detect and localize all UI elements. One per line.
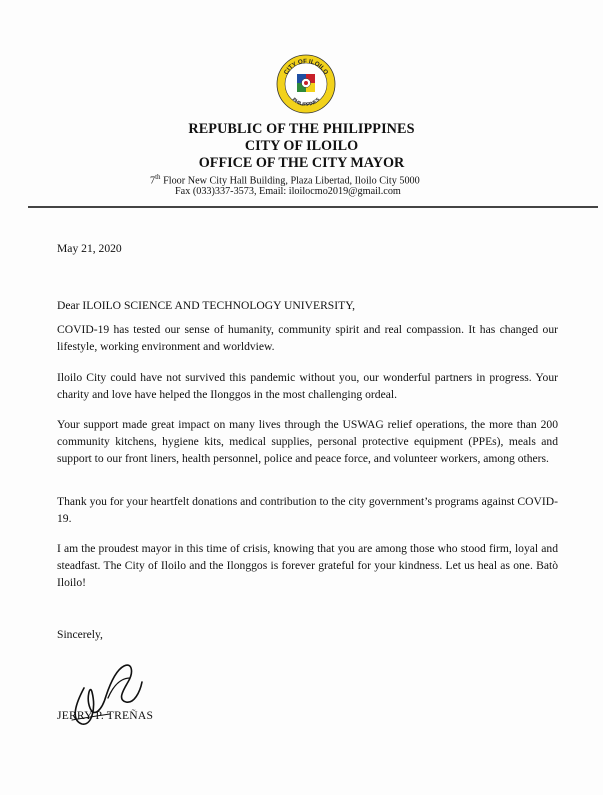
header-office: OFFICE OF THE CITY MAYOR (198, 155, 405, 171)
address-floor-suffix: th (155, 173, 161, 181)
letter-paragraph: Your support made great impact on many lives through the USWAG relief operations, the more than 200 community kitchens, hygiene kits, medical supplies, personal protective equipment (PPEs), meals and support to our front liners, health personnel, police and peace force, and volunteer workers, among others. (57, 418, 558, 465)
header-city: CITY OF ILOILO (244, 138, 359, 154)
seal-bottom-text: PHILIPPINES (290, 96, 322, 109)
letter-paragraph: I am the proudest mayor in this time of crisis, knowing that you are among those who stood firm, loyal and steadfast. The City of Iloilo and the Ilonggos is forever grateful for your kindness. Let us heal as one. Batò Iloilo! (57, 542, 558, 589)
letter-salutation: Dear ILOILO SCIENCE AND TECHNOLOGY UNIVERSITY, (57, 299, 355, 312)
city-seal-icon (276, 54, 336, 114)
signatory-name: JERRY P. TREÑAS (57, 709, 154, 722)
letter-paragraph: COVID-19 has tested our sense of humanity, community spirit and real compassion. It has changed our lifestyle, working environment and worldview. (57, 323, 558, 353)
letter-paragraph: Thank you for your heartfelt donations and contribution to the city government’s programs against COVID-19. (57, 495, 558, 525)
letter-paragraph: Iloilo City could have not survived this pandemic without you, our wonderful partners in progress. Your charity and love have helped the Ilonggos in the most challenging ordeal. (57, 371, 558, 401)
letter-closing: Sincerely, (57, 628, 103, 641)
header-divider (28, 206, 598, 208)
header-republic: REPUBLIC OF THE PHILIPPINES (188, 121, 415, 137)
address-floor: 7 (150, 175, 156, 187)
header-contact: Fax (033)337-3573, Email: iloilocmo2019@gmail.com (175, 186, 401, 197)
letter-date: May 21, 2020 (57, 242, 122, 255)
seal-top-text: CITY OF ILOILO (282, 57, 330, 76)
address-rest: Floor New City Hall Building, Plaza Libertad, Iloilo City 5000 (160, 175, 420, 187)
